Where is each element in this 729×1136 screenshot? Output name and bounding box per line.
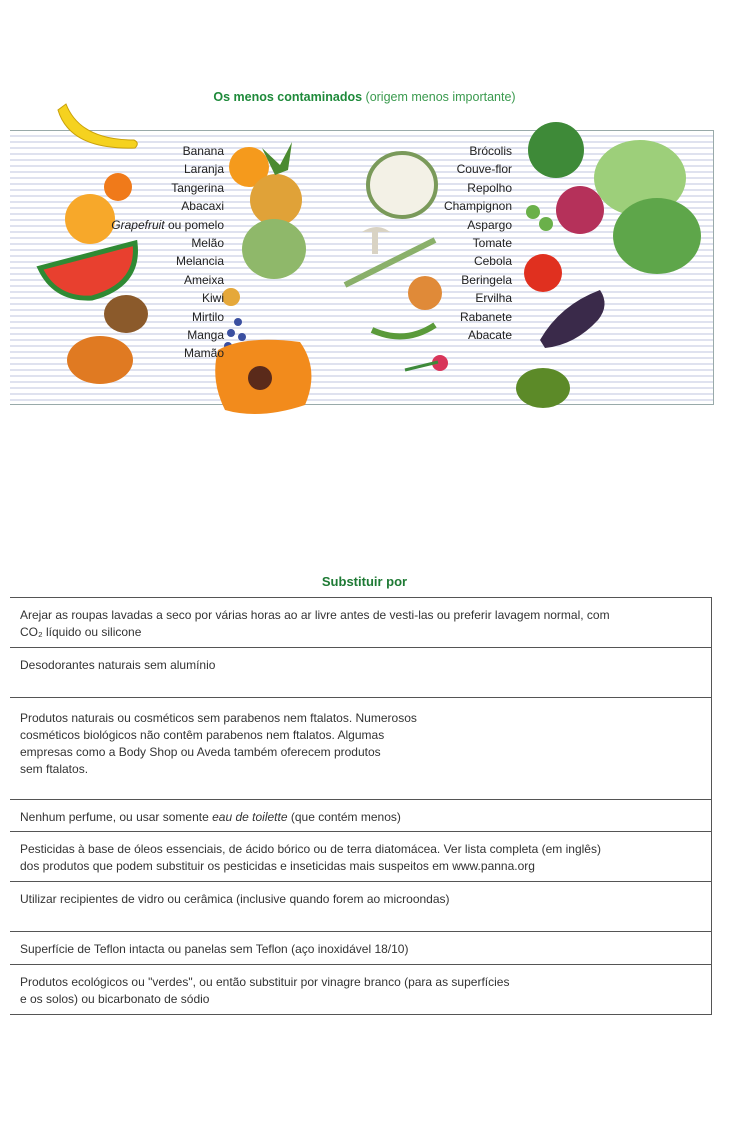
fruit-item-rest: ou pomelo	[164, 217, 224, 232]
avocado-icon	[516, 368, 570, 408]
row-text: Utilizar recipientes de vidro ou cerâmica (inclusive quando forem ao microondas)	[20, 892, 450, 906]
plum-icon	[222, 288, 240, 306]
pineapple-icon	[250, 174, 302, 226]
vegetable-item: Abacate	[467, 328, 512, 343]
fruit-list	[104, 142, 224, 363]
row-text: Desodorantes naturais sem alumínio	[20, 658, 216, 672]
fruit-item: Ameixa	[183, 272, 224, 287]
melon-icon	[242, 219, 306, 279]
vegetable-item: Rabanete	[459, 309, 512, 324]
substitute-title: Substituir por	[321, 574, 408, 589]
vegetable-list	[392, 142, 512, 344]
fruit-item-italic: Grapefruit	[111, 217, 165, 232]
row-text: (que contém menos)	[287, 810, 401, 824]
vegetable-item: Aspargo	[467, 217, 512, 232]
row-text: e os solos) ou bicarbonato de sódio	[20, 992, 210, 1006]
tomato-icon	[524, 254, 562, 292]
fruit-item: Melão	[191, 236, 224, 251]
fruit-item: Mirtilo	[192, 309, 224, 324]
fruit-item: Manga	[187, 328, 224, 343]
table-row	[10, 882, 712, 932]
vegetable-item: Tomate	[472, 236, 512, 251]
fruit-item: Tangerina	[171, 180, 224, 195]
table-row	[10, 648, 712, 698]
fruit-item: Mamão	[183, 346, 224, 361]
row-text: sem ftalatos.	[20, 762, 89, 776]
vegetable-item: Cebola	[473, 254, 512, 269]
mushroom-icon	[362, 227, 390, 232]
fruit-item: Laranja	[183, 162, 224, 177]
sprout-icon	[526, 205, 540, 219]
vegetable-item: Champignon	[443, 199, 512, 214]
table-row	[10, 598, 712, 648]
row-text: Produtos naturais ou cosméticos sem parabenos nem ftalatos. Numerosos	[20, 711, 417, 725]
row-text: Superfície de Teflon intacta ou panelas sem Teflon (aço inoxidável 18/10)	[20, 942, 409, 956]
table-row	[10, 800, 712, 832]
heading-strong: Os menos contaminados	[213, 90, 363, 104]
fruit-item: Banana	[182, 144, 224, 158]
vegetable-item: Beringela	[461, 272, 512, 287]
heading-light: (origem menos importante)	[365, 90, 516, 104]
vegetable-item: Couve-flor	[456, 162, 512, 177]
row-text: Nenhum perfume, ou usar somente	[20, 810, 213, 824]
row-text: Pesticidas à base de óleos essenciais, de ácido bórico ou de terra diatomácea. Ver lista completa (em inglês)	[20, 842, 601, 856]
eggplant-icon	[540, 290, 605, 348]
row-text: CO₂ líquido ou silicone	[20, 625, 142, 639]
row-text-italic: eau de toilette	[212, 810, 288, 824]
table-row	[10, 965, 712, 1015]
fruit-item: Kiwi	[201, 291, 224, 306]
table-row	[10, 698, 712, 800]
row-text: empresas como a Body Shop ou Aveda também oferecem produtos	[20, 745, 381, 759]
fruit-item	[104, 216, 224, 234]
fruit-item: Melancia	[175, 254, 224, 269]
row-text: Arejar as roupas lavadas a seco por várias horas ao ar livre antes de vesti-las ou preferir lavagem normal, com	[20, 608, 610, 622]
table-row	[10, 932, 712, 965]
red-cabbage-icon	[556, 186, 604, 234]
fruit-item: Abacaxi	[181, 199, 224, 214]
broccoli-icon	[528, 122, 584, 178]
substitute-table	[10, 597, 712, 1015]
row-text: Produtos ecológicos ou "verdes", ou então substituir por vinagre branco (para as superfícies	[20, 975, 510, 989]
row-text: cosméticos biológicos não contêm parabenos nem ftalatos. Algumas	[20, 728, 385, 742]
vegetable-item: Brócolis	[469, 144, 512, 158]
table-row	[10, 832, 712, 882]
row-text: dos produtos que podem substituir os pesticidas e inseticidas mais suspeitos em www.panna.org	[20, 859, 535, 873]
vegetable-item: Repolho	[467, 180, 512, 195]
vegetable-item: Ervilha	[475, 291, 512, 306]
